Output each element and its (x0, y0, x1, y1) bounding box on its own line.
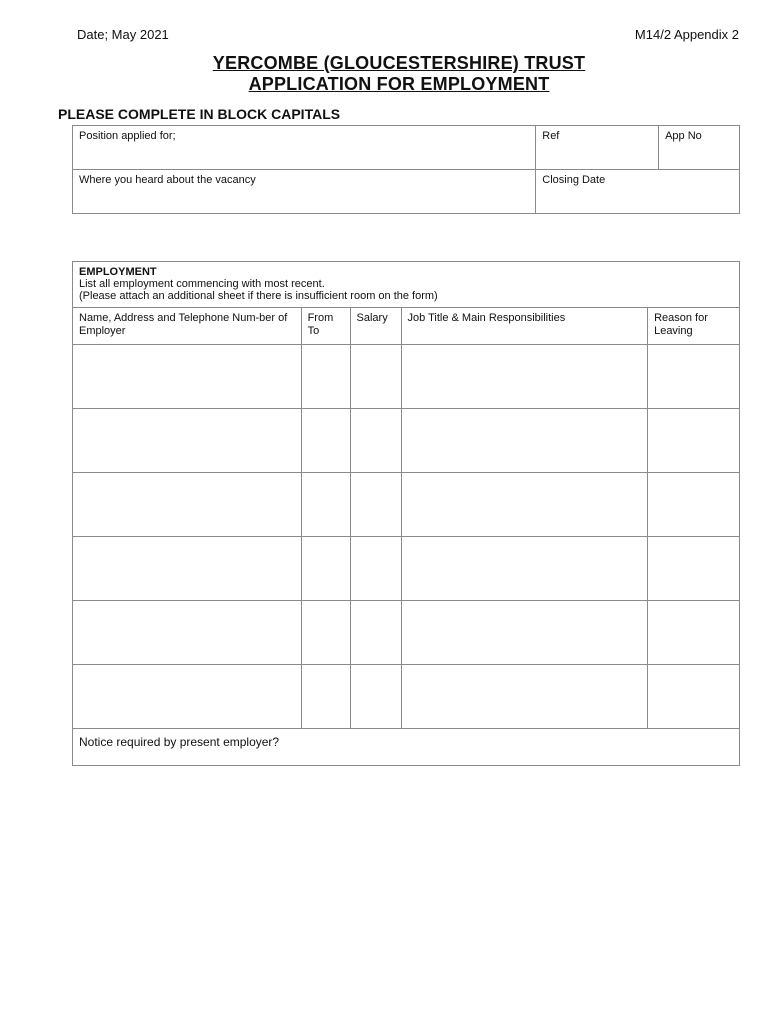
salary-cell[interactable] (350, 473, 401, 537)
job-cell[interactable] (401, 473, 648, 537)
notice-period-field[interactable] (73, 729, 740, 766)
employer-cell[interactable] (73, 665, 302, 729)
employer-cell[interactable] (73, 409, 302, 473)
from-to-cell[interactable] (301, 665, 350, 729)
from-to-cell[interactable] (301, 345, 350, 409)
job-cell[interactable] (401, 665, 648, 729)
table-row (73, 409, 740, 473)
salary-cell[interactable] (350, 665, 401, 729)
job-cell[interactable] (401, 345, 648, 409)
reason-column-header: Reason for Leaving (648, 308, 740, 345)
notice-period-label: Notice required by present employer? (79, 735, 280, 749)
position-applied-field[interactable] (73, 126, 536, 170)
reason-cell[interactable] (648, 345, 740, 409)
employer-cell[interactable] (73, 537, 302, 601)
employment-heading: EMPLOYMENT (79, 266, 157, 278)
reason-cell[interactable] (648, 601, 740, 665)
reason-cell[interactable] (648, 409, 740, 473)
form-date: Date; May 2021 (77, 27, 169, 42)
closing-date-field[interactable] (536, 170, 740, 214)
organization-title: YERCOMBE (GLOUCESTERSHIRE) TRUST (212, 53, 586, 73)
job-cell[interactable] (401, 537, 648, 601)
from-to-cell[interactable] (301, 537, 350, 601)
employment-instruction: List all employment commencing with most recent. (79, 278, 325, 290)
job-cell[interactable] (401, 601, 648, 665)
form-title: APPLICATION FOR EMPLOYMENT (248, 74, 550, 94)
employer-column-header: Name, Address and Telephone Num-ber of Employer (73, 308, 302, 345)
from-to-cell[interactable] (301, 409, 350, 473)
employer-cell[interactable] (73, 473, 302, 537)
salary-column-header: Salary (350, 308, 401, 345)
table-row (73, 537, 740, 601)
job-cell[interactable] (401, 409, 648, 473)
from-to-cell[interactable] (301, 601, 350, 665)
from-to-cell[interactable] (301, 473, 350, 537)
salary-cell[interactable] (350, 345, 401, 409)
employment-intro (73, 262, 740, 308)
employment-column-headers (73, 308, 740, 345)
employment-history-table (72, 261, 740, 766)
employer-cell[interactable] (73, 601, 302, 665)
table-row (73, 601, 740, 665)
closing-date-label: Closing Date (542, 174, 606, 186)
reason-cell[interactable] (648, 473, 740, 537)
vacancy-source-label: Where you heard about the vacancy (79, 174, 256, 186)
reason-cell[interactable] (648, 665, 740, 729)
app-no-label: App No (665, 130, 702, 142)
ref-field[interactable] (536, 126, 659, 170)
block-capitals-instruction: PLEASE COMPLETE IN BLOCK CAPITALS (58, 106, 341, 122)
table-row (73, 345, 740, 409)
application-details-table (72, 125, 740, 214)
vacancy-source-field[interactable] (73, 170, 536, 214)
from-label: From (307, 312, 334, 324)
to-label: To (307, 325, 320, 337)
position-applied-label: Position applied for; (79, 130, 176, 142)
from-to-column-header (301, 308, 350, 345)
employment-attachment-note: (Please attach an additional sheet if there is insufficient room on the form) (79, 290, 438, 302)
salary-cell[interactable] (350, 601, 401, 665)
salary-cell[interactable] (350, 409, 401, 473)
employer-cell[interactable] (73, 345, 302, 409)
job-column-header: Job Title & Main Responsibilities (401, 308, 648, 345)
table-row (73, 473, 740, 537)
form-code: M14/2 Appendix 2 (634, 27, 739, 42)
table-row (73, 665, 740, 729)
ref-label: Ref (542, 130, 560, 142)
reason-cell[interactable] (648, 537, 740, 601)
salary-cell[interactable] (350, 537, 401, 601)
app-no-field[interactable] (659, 126, 740, 170)
